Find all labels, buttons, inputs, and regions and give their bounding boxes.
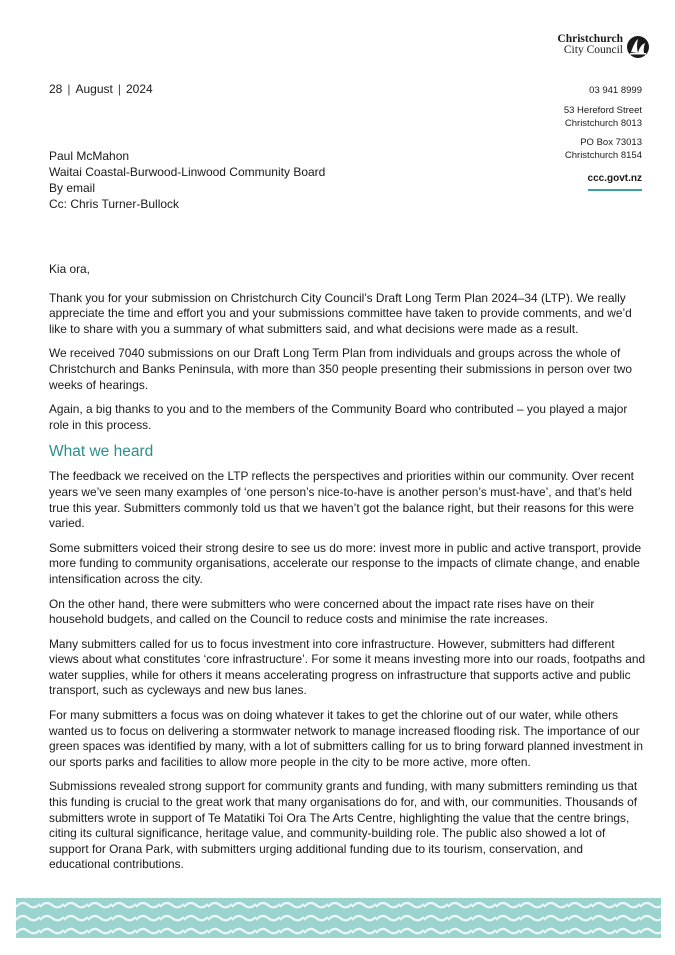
decorative-wave-band — [16, 898, 661, 938]
recipient-block — [49, 148, 325, 212]
date-year: 2024 — [125, 82, 153, 96]
body-paragraph: Thank you for your submission on Christchurch City Council’s Draft Long Term Plan 2024–34 (LTP). We really appreciate the time and effort you and your submissions committee have taken to provide comments, and we’d like to share with you a summary of what submitters said, and what decisions were made as a result. — [49, 290, 632, 336]
body-paragraph: On the other hand, there were submitters who were concerned about the impact rate rises have on their household budgets, and called on the Council to reduce costs and minimise the rate increases. — [49, 596, 595, 627]
body-paragraph: We received 7040 submissions on our Draft Long Term Plan from individuals and groups across the whole of Christchurch and Banks Peninsula, with more than 350 people presenting their submissions in person over two weeks of hearings. — [49, 346, 632, 392]
body-paragraph: Submissions revealed strong support for community grants and funding, with many submitters reminding us that this funding is crucial to the great work that many organisations do for, and with, our communities. Thousands of submitters wrote in support of Te Matatiki Toi Ora The Arts Centre, highlighting the value that the centre brings, citing its cultural significance, heritage value, and community-building role. The public also showed a lot of support for Orana Park, with submitters urging additional funding due to its tourism, conservation, and educational contributions. — [49, 779, 638, 872]
section-heading: What we heard — [49, 443, 154, 461]
body-paragraph: Some submitters voiced their strong desire to see us do more: invest more in public and active transport, provide more funding to community organisations, accelerate our response to the impacts of climate change, and enable intensification across the city. — [49, 540, 642, 586]
date-separator: | — [67, 82, 71, 96]
date-separator: | — [117, 82, 121, 96]
letter-body — [49, 262, 647, 882]
body-paragraph: The feedback we received on the LTP reflects the perspectives and priorities within our community. Over recent years we’ve seen many examples of ‘one person’s nice-to-have is another person’s must-have’, and that’s held true this year. Submitters commonly told us that we haven’t got the balance right, but their reasons for this were varied. — [49, 469, 634, 531]
body-paragraph: Again, a big thanks to you and to the members of the Community Board who contributed – you played a major role in this process. — [49, 402, 628, 432]
po-box-line: PO Box 73013 — [580, 137, 642, 148]
cc-line: Cc: Chris Turner-Bullock — [49, 197, 180, 211]
website-link[interactable]: ccc.govt.nz — [588, 172, 642, 191]
logo-line-2: City Council — [563, 44, 623, 56]
contact-phone: 03 941 8999 — [589, 85, 642, 96]
greeting: Kia ora, — [49, 262, 90, 276]
letter-date — [49, 82, 153, 96]
council-contact-details — [564, 84, 642, 191]
body-paragraph: For many submitters a focus was on doing whatever it takes to get the chlorine out of our water, while others wanted us to focus on delivering a stormwater network to manage increased flooding risk. The importance of our green spaces was identified by many, with a lot of submitters calling for us to bring forward planned investment in our sports parks and facilities to allow more people in the city to be more active, more often. — [49, 708, 643, 769]
street-address — [564, 104, 642, 130]
wave-pattern-icon — [16, 898, 661, 938]
street-city-line: Christchurch 8013 — [564, 118, 642, 129]
date-month: August — [75, 82, 113, 96]
council-logo — [553, 34, 653, 60]
date-day: 28 — [49, 82, 63, 96]
logo-line-1: Christchurch — [557, 33, 623, 45]
recipient-name: Paul McMahon — [49, 149, 130, 163]
council-emblem-icon — [626, 35, 650, 59]
po-city-line: Christchurch 8154 — [564, 150, 642, 161]
logo-wordmark — [553, 34, 623, 56]
recipient-organisation: Waitai Coastal-Burwood-Linwood Community Board — [49, 165, 326, 179]
street-line: 53 Hereford Street — [563, 105, 642, 116]
delivery-method: By email — [49, 181, 96, 195]
postal-address — [564, 136, 642, 162]
body-paragraph: Many submitters called for us to focus investment into core infrastructure. However, submitters had different views about what constitutes ‘core infrastructure’. For some it means investing more into our roads, footpaths and water supplies, while for others it means accelerating progress on infrastructure that supports active and public transport, such as cycleways and new bus lanes. — [49, 636, 646, 698]
